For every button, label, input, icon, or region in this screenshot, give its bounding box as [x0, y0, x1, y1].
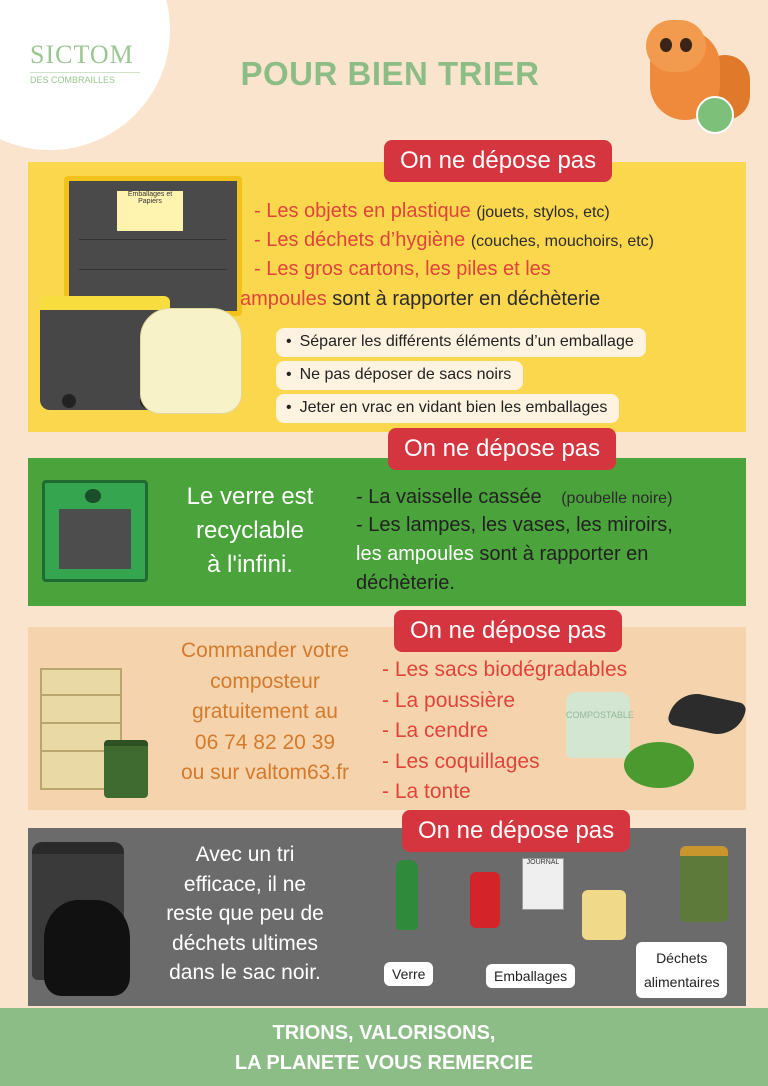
- bin-wheel: [62, 394, 76, 408]
- residual-text-line: dans le sac noir.: [169, 961, 321, 984]
- grass-clippings-icon: [624, 742, 694, 788]
- return-text: sont à rapporter en: [479, 543, 649, 565]
- sorting-tips-list: [276, 328, 646, 427]
- list-item: - La tonte: [382, 780, 471, 803]
- footer-line-1: TRIONS, VALORISONS,: [272, 1022, 496, 1044]
- composter-slat: [42, 722, 120, 724]
- glass-text-line: recyclable: [195, 517, 305, 544]
- list-item: - Les coquillages: [382, 749, 540, 773]
- glass-container-icon: [42, 480, 148, 582]
- label-dechets-alimentaires: [636, 942, 727, 998]
- food-waste-bin-icon: [680, 846, 728, 922]
- green-line-1: [356, 486, 672, 509]
- squirrel-eye-right: [680, 38, 692, 52]
- list-item: - La cendre: [382, 719, 489, 742]
- tip-item: • Jeter en vrac en vidant bien les emballages: [276, 394, 619, 423]
- black-bin-note: (poubelle noire): [561, 490, 673, 507]
- hygiene-waste-note: (couches, mouchoirs, etc): [470, 233, 654, 250]
- dechetterie-text: sont à rapporter en déchèterie: [332, 288, 601, 310]
- footer-banner: [0, 1008, 768, 1086]
- glass-text-line: à l'infini.: [207, 551, 293, 578]
- list-item: - La poussière: [382, 688, 516, 712]
- section-badge: On ne dépose pas: [394, 610, 622, 652]
- compostable-bag-icon: COMPOSTABLE: [566, 692, 630, 758]
- tip-item: • Séparer les différents éléments d’un emballage: [276, 328, 646, 357]
- label-line: Déchets: [656, 950, 708, 966]
- bulbs-white-text: les ampoules: [356, 543, 474, 565]
- tip-item: • Ne pas déposer de sacs noirs: [276, 361, 523, 390]
- section-badge: On ne dépose pas: [388, 428, 616, 470]
- black-bag-icon: [44, 900, 130, 996]
- container-sticker: Emballages et Papiers: [117, 191, 183, 231]
- label-emballages: Emballages: [486, 964, 575, 988]
- order-text-line: gratuitement au: [192, 700, 338, 723]
- residual-text-line: efficace, il ne: [183, 872, 307, 896]
- label-line: alimentaires: [644, 974, 720, 990]
- order-composter-text: [160, 636, 370, 789]
- container-line: [79, 239, 227, 240]
- lamps-vases-text: - Les lampes, les vases, les miroirs,: [356, 514, 673, 536]
- yellow-line-2: [254, 229, 654, 252]
- order-text-line: composteur: [210, 669, 320, 693]
- composter-slat: [42, 694, 120, 696]
- section-badge: On ne dépose pas: [402, 810, 630, 852]
- section-badge: On ne dépose pas: [384, 140, 612, 182]
- page-title: POUR BIEN TRIER: [240, 55, 540, 92]
- bulbs-text: ampoules: [240, 288, 327, 310]
- yellow-container-icon: [64, 176, 242, 316]
- can-character-icon: [470, 872, 500, 928]
- hygiene-waste-text: - Les déchets d’hygiène: [254, 229, 466, 251]
- logo-sub-text: DES COMBRAILLES: [30, 72, 140, 85]
- glass-container-door: [59, 509, 131, 569]
- residual-text-line: Avec un tri: [195, 843, 295, 866]
- broken-dishes-text: - La vaisselle cassée: [356, 486, 542, 508]
- residual-waste-text: [130, 840, 360, 988]
- glass-text-line: Le verre est: [186, 483, 314, 510]
- squirrel-eye-left: [660, 38, 672, 52]
- green-compost-bin-icon: [104, 740, 148, 798]
- phone-number: 06 74 82 20 39: [194, 730, 336, 754]
- carton-character-icon: [582, 890, 626, 940]
- newspaper-character-icon: JOURNAL: [522, 858, 564, 910]
- plastic-objects-text: - Les objets en plastique: [254, 200, 471, 222]
- squirrel-head-shape: [646, 20, 706, 72]
- container-line: [79, 269, 227, 270]
- yellow-line-4: [240, 288, 600, 311]
- green-line-3: [356, 543, 648, 566]
- order-text-line: Commander votre: [180, 639, 350, 662]
- large-cardboard-text: - Les gros cartons, les piles et les: [254, 258, 551, 280]
- residual-text-line: déchets ultimes: [172, 931, 318, 955]
- plastic-objects-note: (jouets, stylos, etc): [476, 204, 610, 221]
- glass-bottle-character-icon: [396, 860, 418, 930]
- website-text: ou sur valtom63.fr: [180, 761, 350, 784]
- sictom-logo: [30, 40, 140, 85]
- yellow-bag-icon: [140, 308, 242, 414]
- residual-text-line: reste que peu de: [166, 902, 324, 925]
- glass-recyclable-text: [160, 480, 340, 582]
- list-item: - Les sacs biodégradables: [382, 658, 628, 681]
- footer-line-2: LA PLANETE VOUS REMERCIE: [234, 1052, 534, 1074]
- logo-main-text: SICTOM: [30, 40, 134, 69]
- dechetterie-text: déchèterie.: [356, 572, 455, 594]
- glass-container-hole: [85, 489, 101, 503]
- label-verre: Verre: [384, 962, 433, 986]
- recycle-ball-icon: [696, 96, 734, 134]
- yellow-line-1: [254, 200, 610, 223]
